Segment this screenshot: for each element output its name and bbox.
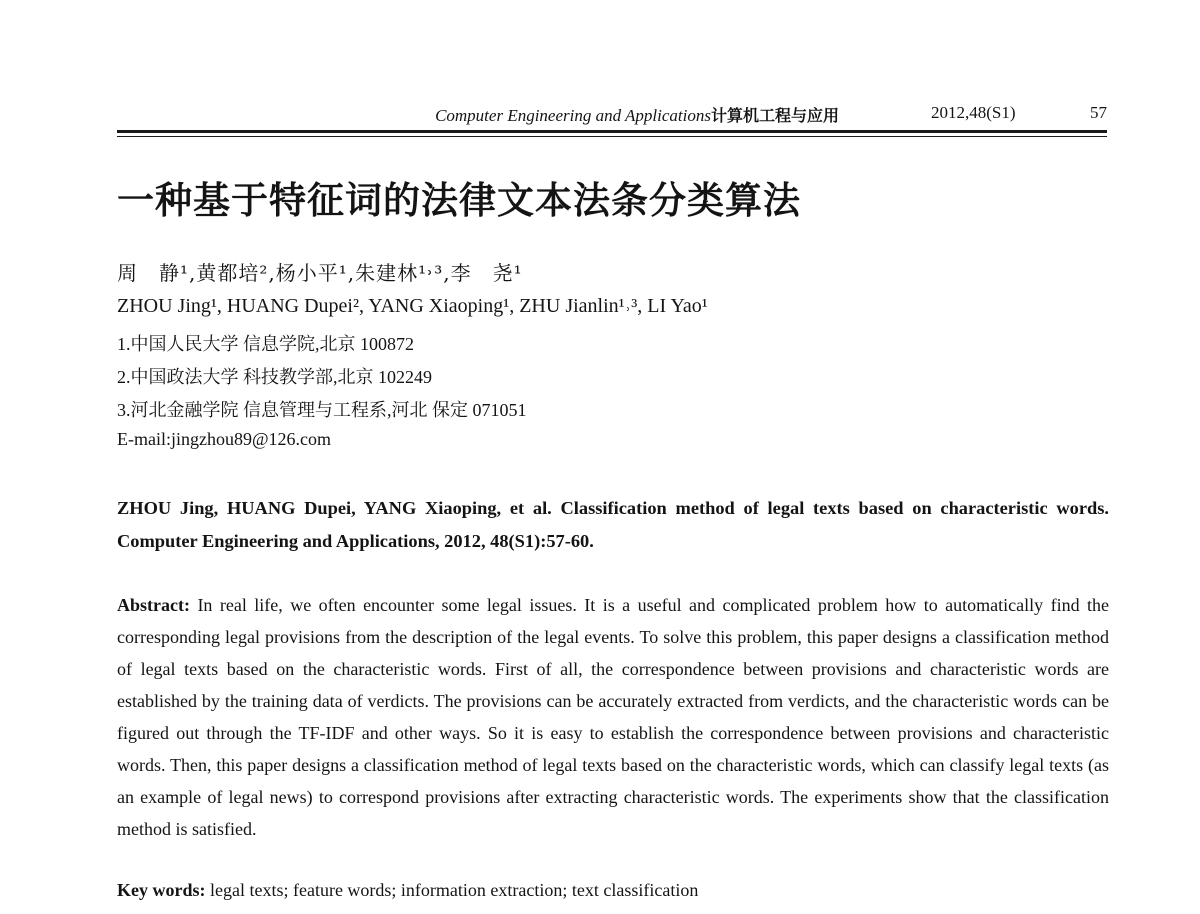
- affiliation-2: 2.中国政法大学 科技教学部,北京 102249: [117, 367, 432, 387]
- keywords-text: legal texts; feature words; information extraction; text classification: [210, 880, 699, 900]
- authors-chinese: 周 静¹,黄都培²,杨小平¹,朱建林¹˒³,李 尧¹: [117, 261, 523, 285]
- affiliation-1: 1.中国人民大学 信息学院,北京 100872: [117, 334, 414, 354]
- citation: ZHOU Jing, HUANG Dupei, YANG Xiaoping, et al. Classification method of legal texts based on characteristic words. Computer Engineering and Applications, 2012, 48(S1):57-60.: [117, 498, 1109, 551]
- running-header: [117, 100, 1107, 130]
- journal-name: [435, 103, 839, 126]
- page-number: 57: [1090, 103, 1107, 122]
- paper-title: 一种基于特征词的法律文本法条分类算法: [117, 178, 801, 222]
- header-rule-thick: [117, 130, 1107, 133]
- keywords: [117, 880, 1109, 901]
- journal-name-zh: 计算机工程与应用: [710, 106, 839, 125]
- abstract: [117, 589, 1109, 845]
- abstract-label: Abstract:: [117, 595, 190, 615]
- authors-english: ZHOU Jing¹, HUANG Dupei², YANG Xiaoping¹, ZHU Jianlin¹˒³, LI Yao¹: [117, 295, 708, 317]
- affiliation-3: 3.河北金融学院 信息管理与工程系,河北 保定 071051: [117, 400, 527, 420]
- keywords-label: Key words:: [117, 880, 206, 900]
- issue-info: 2012,48(S1): [931, 103, 1016, 122]
- journal-name-en: Computer Engineering and Applications: [435, 106, 711, 125]
- abstract-text: In real life, we often encounter some legal issues. It is a useful and complicated problem how to automatically find the corresponding legal provisions from the description of the legal events. To solve this problem, this paper designs a classification method of legal texts based on the characteristic words. First of all, the correspondence between provisions and characteristic words are established by the training data of verdicts. The provisions can be accurately extracted from verdicts, and the characteristic words can be figured out through the TF-IDF and other ways. So it is easy to establish the correspondence between provisions and characteristic words. Then, this paper designs a classification method of legal texts based on the characteristic words, which can classify legal texts (as an example of legal news) to correspond provisions after extracting characteristic words. The experiments show that the classification method is satisfied.: [117, 595, 1110, 839]
- header-rule-thin: [117, 136, 1107, 137]
- author-email: E-mail:jingzhou89@126.com: [117, 429, 332, 449]
